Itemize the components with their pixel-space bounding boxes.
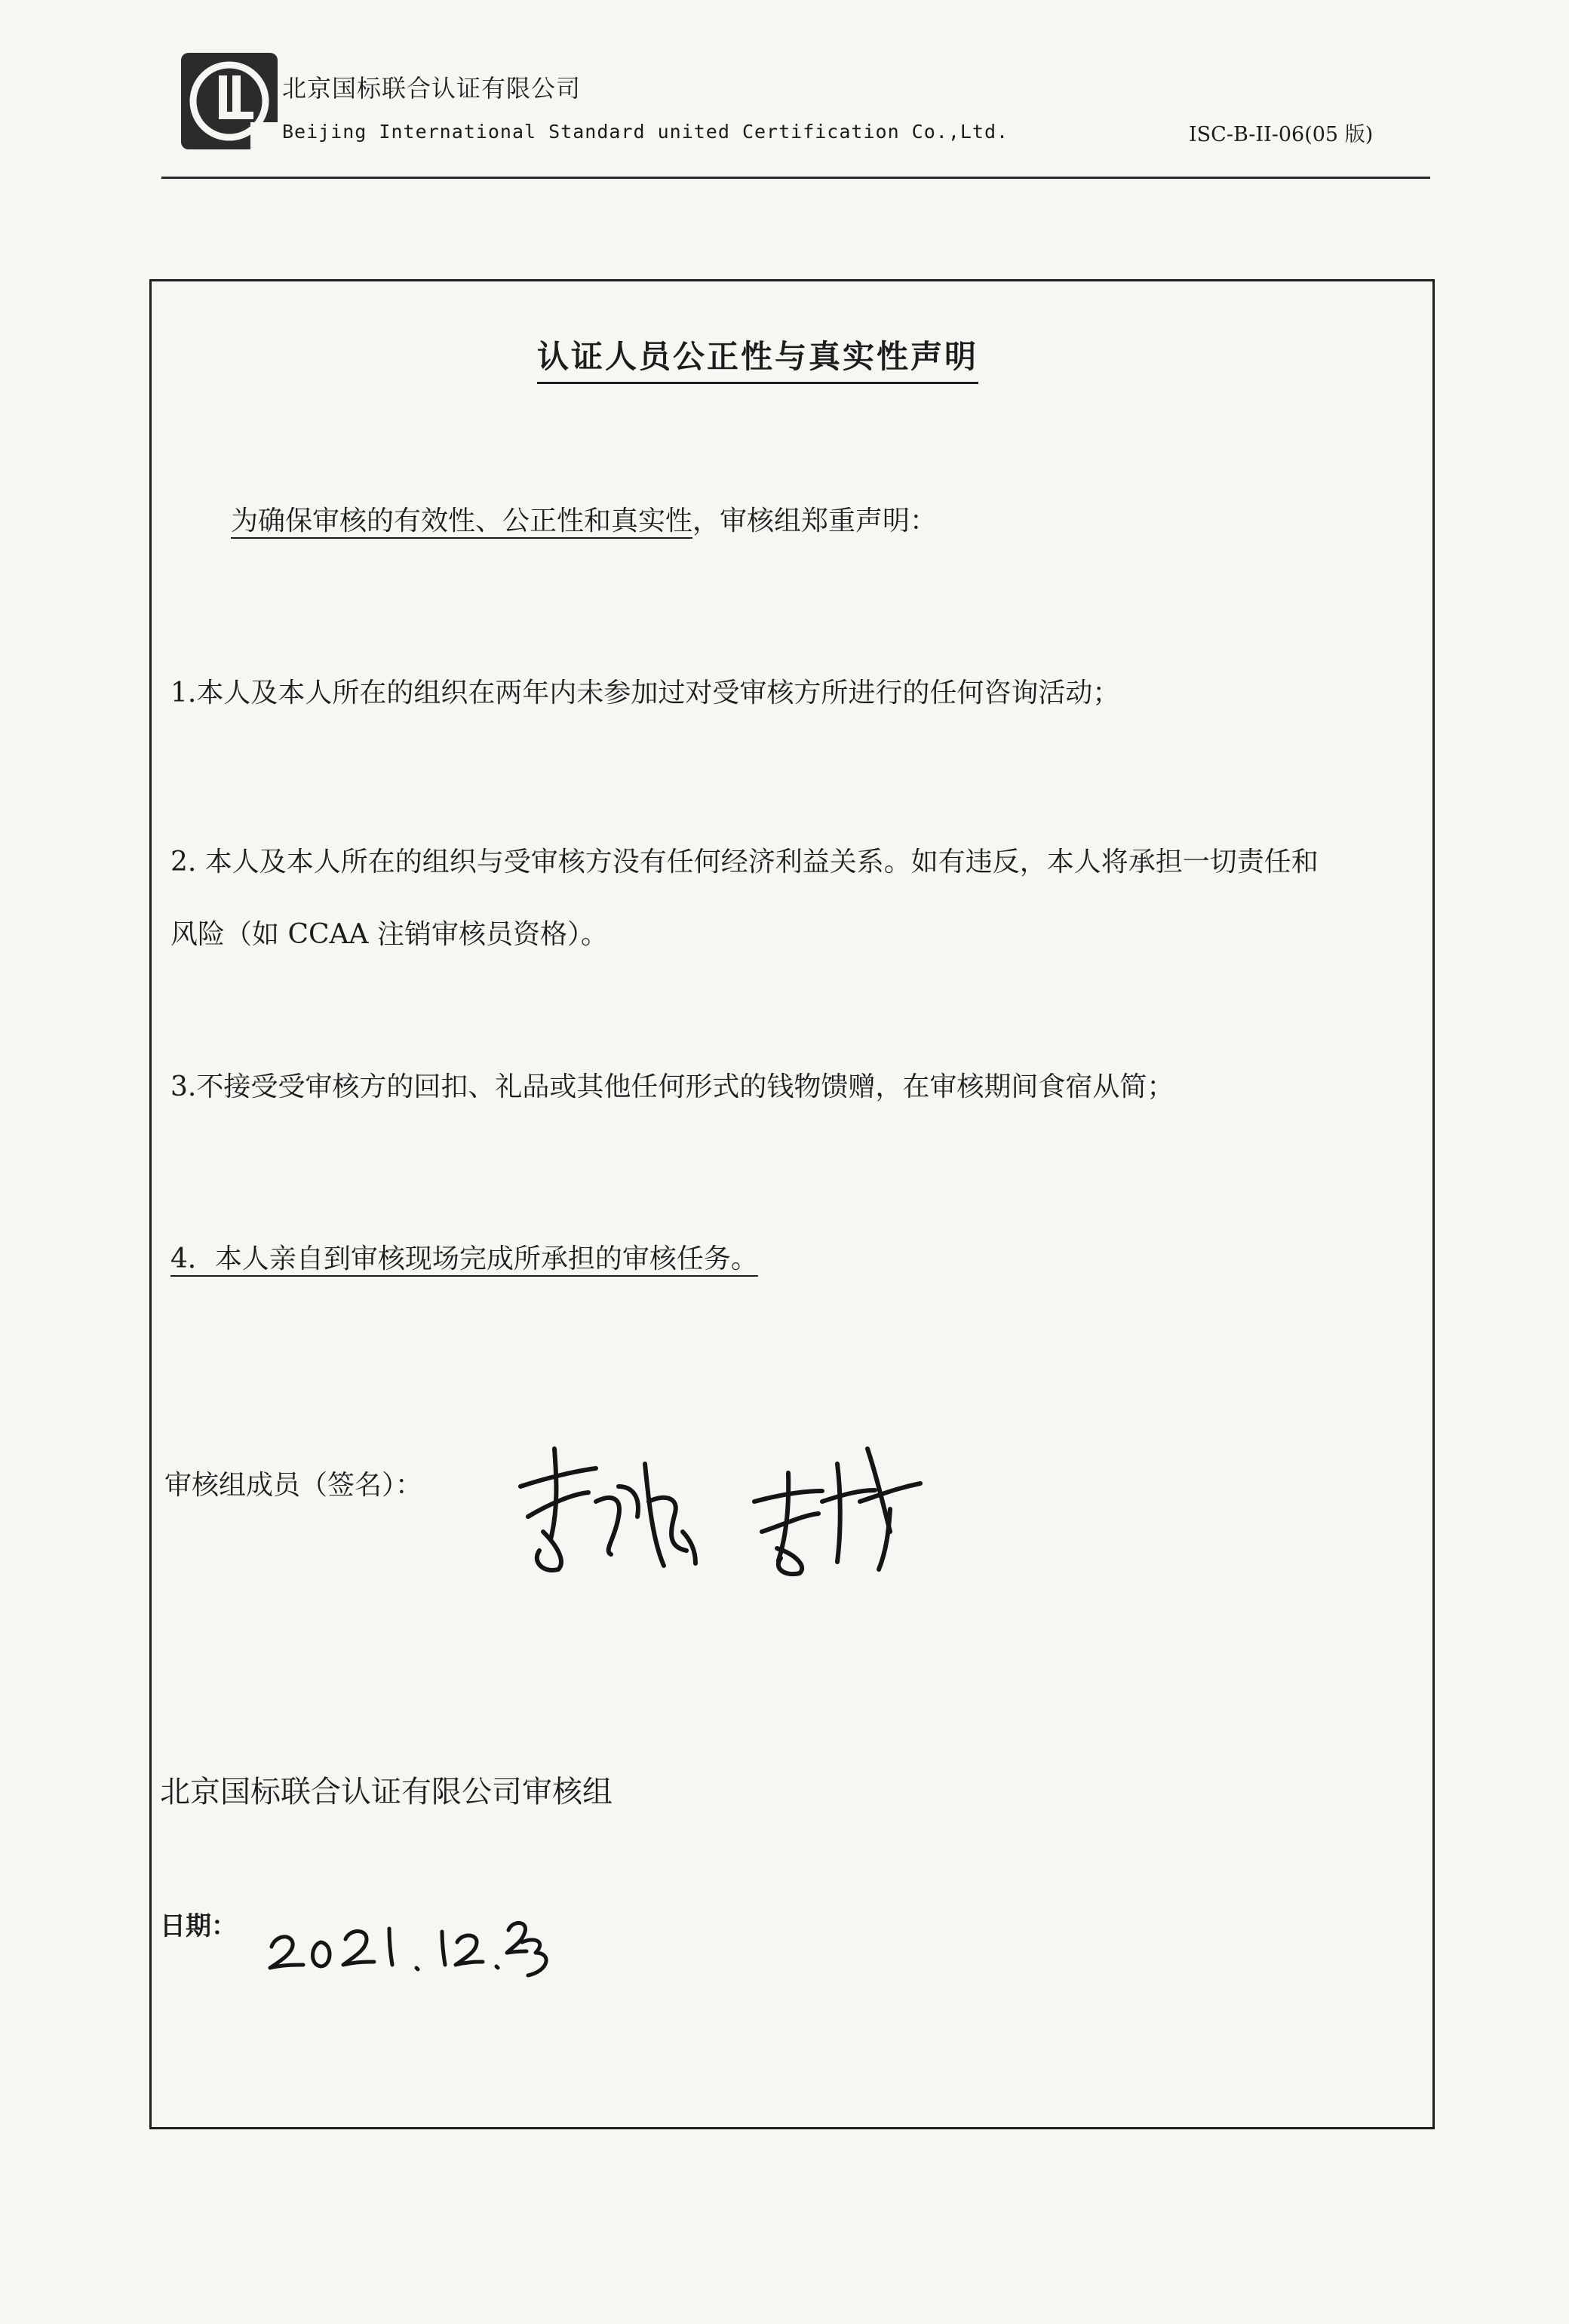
- handwritten-date: [256, 1886, 558, 1984]
- audit-team-organization: 北京国标联合认证有限公司审核组: [160, 1775, 613, 1809]
- statement-item-1: 1.本人及本人所在的组织在两年内未参加过对受审核方所进行的任何咨询活动；: [170, 678, 1120, 709]
- company-name-en: Beijing International Standard united Certification Co.,Ltd.: [282, 121, 1009, 143]
- document-code: ISC-B-II-06(05 版): [1189, 123, 1374, 146]
- intro-rest: ，审核组郑重声明：: [692, 506, 938, 536]
- members-signature-label: 审核组成员（签名）：: [164, 1470, 423, 1501]
- intro-paragraph: [231, 484, 937, 558]
- statement-item-2-line-2: 风险（如 CCAA 注销审核员资格）。: [170, 919, 608, 950]
- intro-underlined: 为确保审核的有效性、公正性和真实性: [231, 506, 693, 536]
- company-name-cn: 北京国标联合认证有限公司: [282, 74, 582, 103]
- company-logo: [178, 50, 281, 152]
- statement-item-4: 4．本人亲自到审核现场完成所承担的审核任务。: [170, 1243, 758, 1274]
- document-title: 认证人员公正性与真实性声明: [537, 332, 978, 384]
- member-signatures: [498, 1419, 950, 1585]
- statement-item-3: 3.不接受受审核方的回扣、礼品或其他任何形式的钱物馈赠，在审核期间食宿从简；: [170, 1071, 1174, 1102]
- header-divider: [161, 177, 1430, 179]
- date-label: 日期：: [160, 1911, 237, 1941]
- statement-item-2-line-1: 2. 本人及本人所在的组织与受审核方没有任何经济利益关系。如有违反，本人将承担一切责任和: [170, 847, 1319, 878]
